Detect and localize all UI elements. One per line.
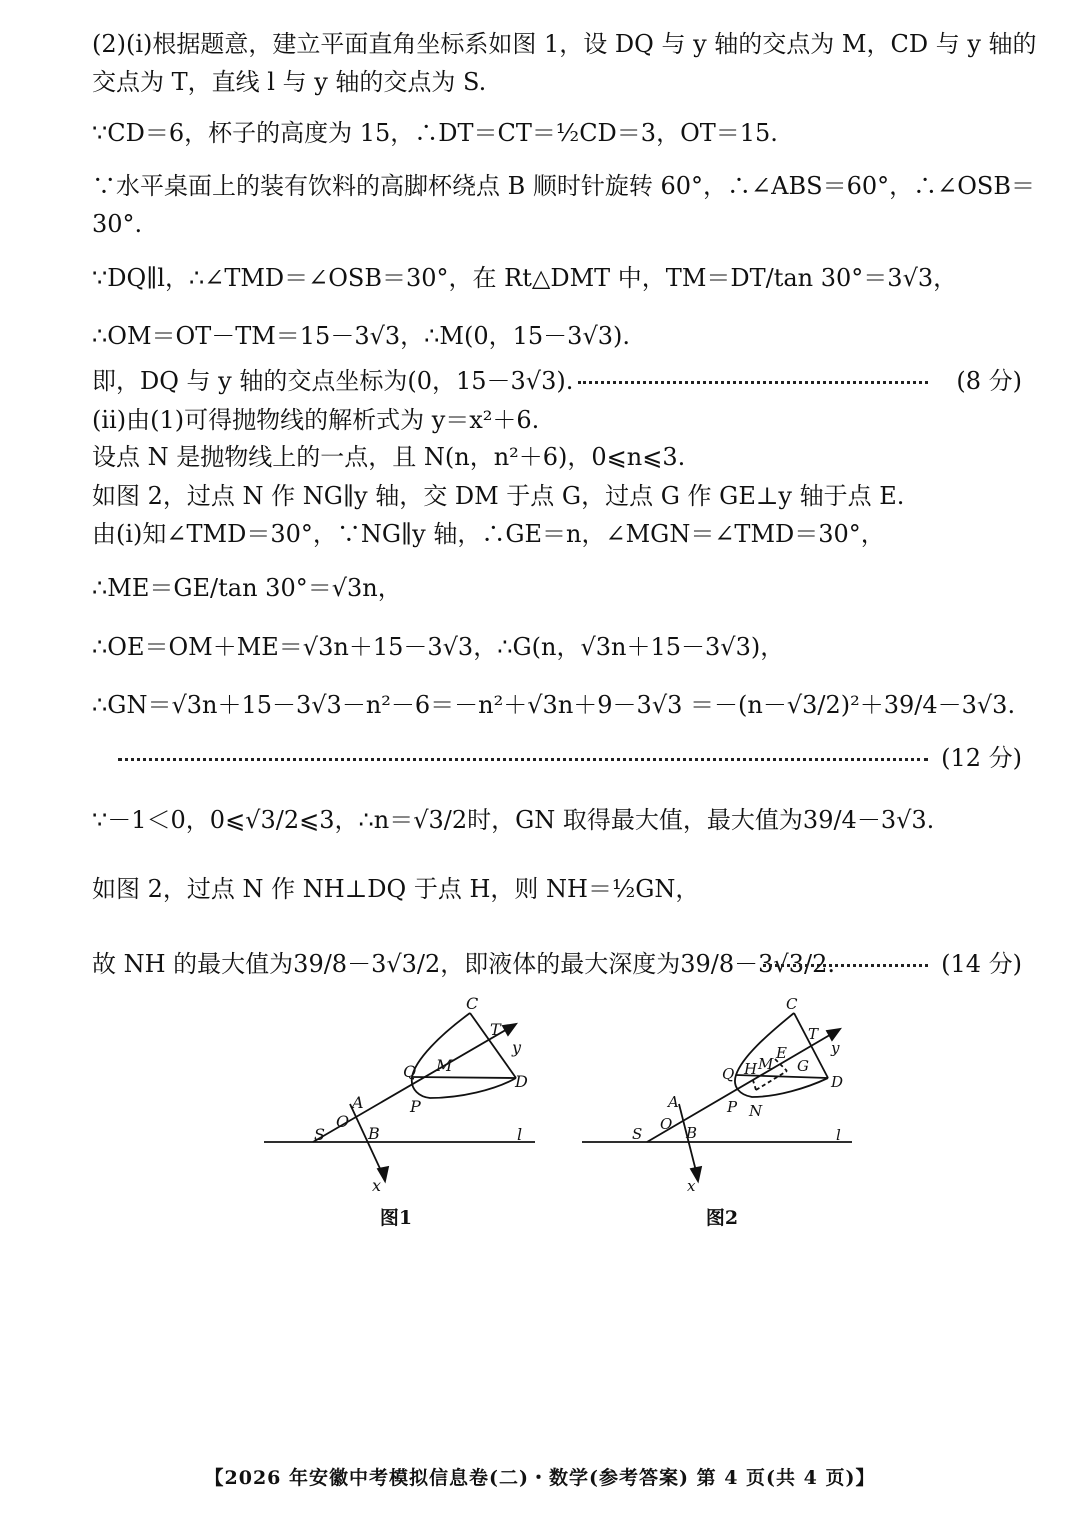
page-footer: 【2026 年安徽中考模拟信息卷(二)・数学(参考答案) 第 4 页(共 4 页)】 — [204, 1467, 876, 1489]
label-H: H — [744, 1060, 758, 1078]
label-D: D — [515, 1072, 528, 1091]
label-D: D — [831, 1073, 844, 1091]
label-S: S — [632, 1125, 643, 1143]
segment-NG — [756, 1071, 787, 1090]
label-Q: Q — [403, 1062, 417, 1081]
solution-line-18: 故 NH 的最大值为39/8－3√3/2，即液体的最大深度为39/8－3√3/2. — [92, 950, 835, 978]
solution-line-7: ∴OM＝OT－TM＝15－3√3，∴M(0，15－3√3). — [92, 322, 630, 350]
score-leader-1 — [578, 381, 928, 384]
solution-line-8: 即，DQ 与 y 轴的交点坐标为(0，15－3√3). — [92, 367, 574, 395]
solution-line-13: ∴ME＝GE/tan 30°＝√3n， — [92, 574, 402, 602]
label-P: P — [410, 1097, 421, 1116]
label-S: S — [314, 1125, 325, 1144]
label-G: G — [797, 1057, 809, 1075]
label-T: T — [808, 1025, 819, 1043]
label-A: A — [352, 1093, 364, 1112]
label-A: A — [668, 1093, 679, 1111]
solution-line-16: ∵－1＜0，0⩽√3/2⩽3，∴n＝√3/2时，GN 取得最大值，最大值为39/4－3√3. — [92, 806, 935, 834]
label-M: M — [758, 1055, 774, 1073]
label-x: x — [372, 1176, 382, 1195]
y-axis-arrowhead — [503, 1024, 516, 1035]
solution-line-17: 如图 2，过点 N 作 NH⊥DQ 于点 H，则 NH＝½GN， — [92, 875, 700, 903]
score-leader-3 — [763, 964, 928, 967]
label-E: E — [776, 1044, 787, 1062]
label-B: B — [368, 1124, 380, 1143]
label-P: P — [727, 1098, 738, 1116]
label-y: y — [512, 1038, 522, 1057]
figure-1 — [250, 995, 550, 1195]
liquid-surface-DQ — [412, 1077, 516, 1078]
label-x: x — [687, 1177, 696, 1195]
solution-line-1: (2)(ⅰ)根据题意，建立平面直角坐标系如图 1，设 DQ 与 y 轴的交点为 M，CD 与 y 轴的 — [92, 30, 1037, 58]
score-leader-2 — [118, 758, 928, 761]
solution-line-12: 由(ⅰ)知∠TMD＝30°，∵NG∥y 轴，∴GE＝n，∠MGN＝∠TMD＝30°， — [92, 520, 885, 548]
solution-line-9: (ⅱ)由(1)可得抛物线的解析式为 y＝x²＋6. — [92, 406, 540, 434]
label-l: l — [836, 1126, 841, 1144]
label-l: l — [517, 1125, 523, 1144]
label-O: O — [336, 1112, 350, 1131]
score-14: (14 分) — [941, 950, 1022, 978]
label-N: N — [749, 1102, 763, 1120]
label-T: T — [490, 1020, 501, 1039]
label-O: O — [660, 1115, 673, 1133]
figure-2 — [572, 995, 872, 1195]
solution-line-15: ∴GN＝√3n＋15－3√3－n²－6＝－n²＋√3n＋9－3√3 ＝－(n－√3/2)²＋39/4－3√3. — [92, 691, 1016, 719]
solution-line-6: ∵DQ∥l，∴∠TMD＝∠OSB＝30°，在 Rt△DMT 中，TM＝DT/tan 30°＝3√3， — [92, 264, 958, 292]
solution-line-14: ∴OE＝OM＋ME＝√3n＋15－3√3，∴G(n，√3n＋15－3√3)， — [92, 633, 785, 661]
label-C: C — [786, 995, 798, 1013]
score-8: (8 分) — [956, 367, 1022, 395]
label-M: M — [436, 1056, 453, 1075]
solution-line-5: 30°. — [92, 210, 143, 238]
solution-line-3: ∵CD＝6，杯子的高度为 15，∴DT＝CT＝½CD＝3，OT＝15. — [92, 119, 778, 147]
label-B: B — [686, 1124, 698, 1142]
solution-line-10: 设点 N 是抛物线上的一点，且 N(n，n²＋6)，0⩽n⩽3. — [92, 443, 686, 471]
figure-2-caption: 图2 — [705, 1207, 739, 1229]
solution-line-4: ∵水平桌面上的装有饮料的高脚杯绕点 B 顺时针旋转 60°，∴∠ABS＝60°，∴∠OSB＝ — [92, 172, 1035, 200]
score-12: (12 分) — [941, 744, 1022, 772]
figure-1-caption: 图1 — [379, 1207, 413, 1229]
label-y: y — [831, 1039, 840, 1057]
solution-line-11: 如图 2，过点 N 作 NG∥y 轴，交 DM 于点 G，过点 G 作 GE⊥y 轴于点 E. — [92, 482, 905, 510]
solution-line-2: 交点为 T，直线 l 与 y 轴的交点为 S. — [92, 68, 487, 96]
label-Q: Q — [722, 1065, 735, 1083]
label-C: C — [466, 995, 479, 1013]
